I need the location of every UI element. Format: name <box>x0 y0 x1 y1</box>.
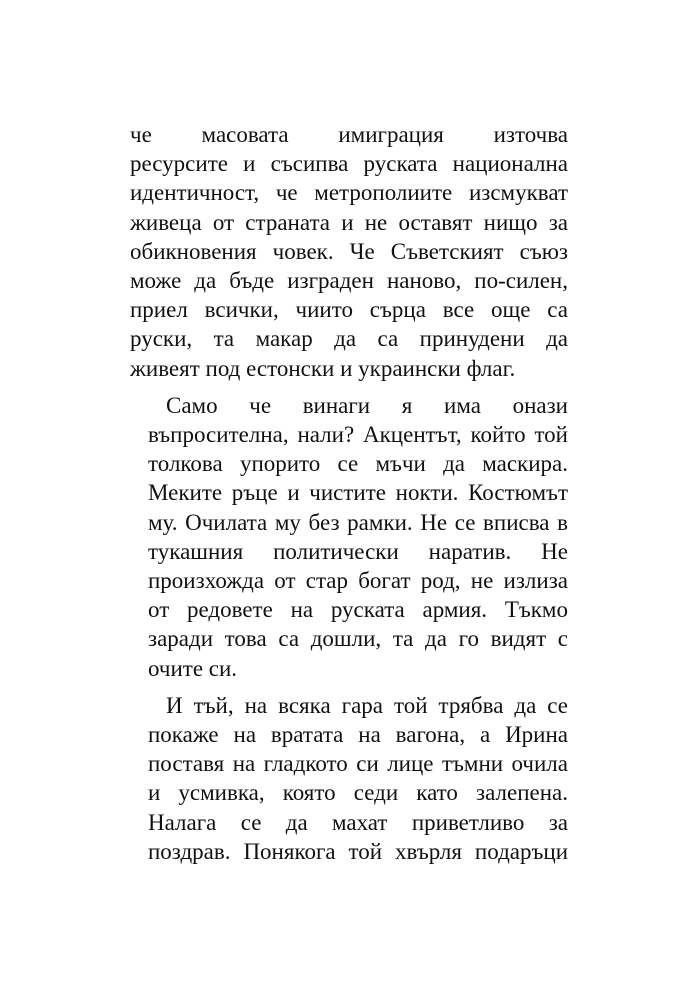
text-line: ресурсите и съсипва руската национална <box>130 151 568 177</box>
book-page <box>130 120 568 866</box>
text-line: толкова упорито се мъчи да маскира. <box>148 451 568 477</box>
text-line: от редовете на руската армия. Тъкмо <box>148 597 568 623</box>
text-line: Меките ръце и чистите нокти. Костюмът <box>148 480 568 506</box>
text-line: идентичност, че метрополиите изсмукват <box>130 180 568 206</box>
text-line: живеца от страната и не оставят нищо за <box>130 209 568 235</box>
text-line: тукашния политически наратив. Не <box>148 538 568 564</box>
text-line: заради това са дошли, та да го видят с <box>148 626 568 652</box>
paragraph-3 <box>130 691 568 866</box>
text-line: може да бъде изграден наново, по-силен, <box>130 268 568 294</box>
text-line: живеят под естонски и украински флаг. <box>130 355 516 381</box>
text-line: руски, та макар да са принудени да <box>130 326 568 352</box>
text-line: покаже на вратата на вагона, а Ирина <box>148 722 568 748</box>
paragraph-2 <box>130 391 568 683</box>
text-line: че масовата имиграция източва <box>130 122 568 147</box>
paragraph-1 <box>130 120 568 383</box>
text-line: поздрав. Понякога той хвърля подаръци <box>148 838 568 864</box>
text-line: очите си. <box>148 655 238 681</box>
text-line: Налага се да махат приветливо за <box>148 809 568 835</box>
text-line: произхожда от стар богат род, не излиза <box>148 568 568 594</box>
text-line: и усмивка, която седи като залепена. <box>148 780 568 806</box>
text-line: И тъй, на всяка гара той трябва да се <box>166 692 568 718</box>
text-line: приел всички, чиито сърца все още са <box>130 297 568 323</box>
text-line: поставя на гладкото си лице тъмни очила <box>148 751 568 777</box>
text-line: му. Очилата му без рамки. Не се вписва в <box>148 509 568 535</box>
text-line: обикновения човек. Че Съветският съюз <box>130 238 568 264</box>
text-line: въпросителна, нали? Акцентът, който той <box>148 422 568 448</box>
text-line: Само че винаги я има онази <box>166 392 568 418</box>
